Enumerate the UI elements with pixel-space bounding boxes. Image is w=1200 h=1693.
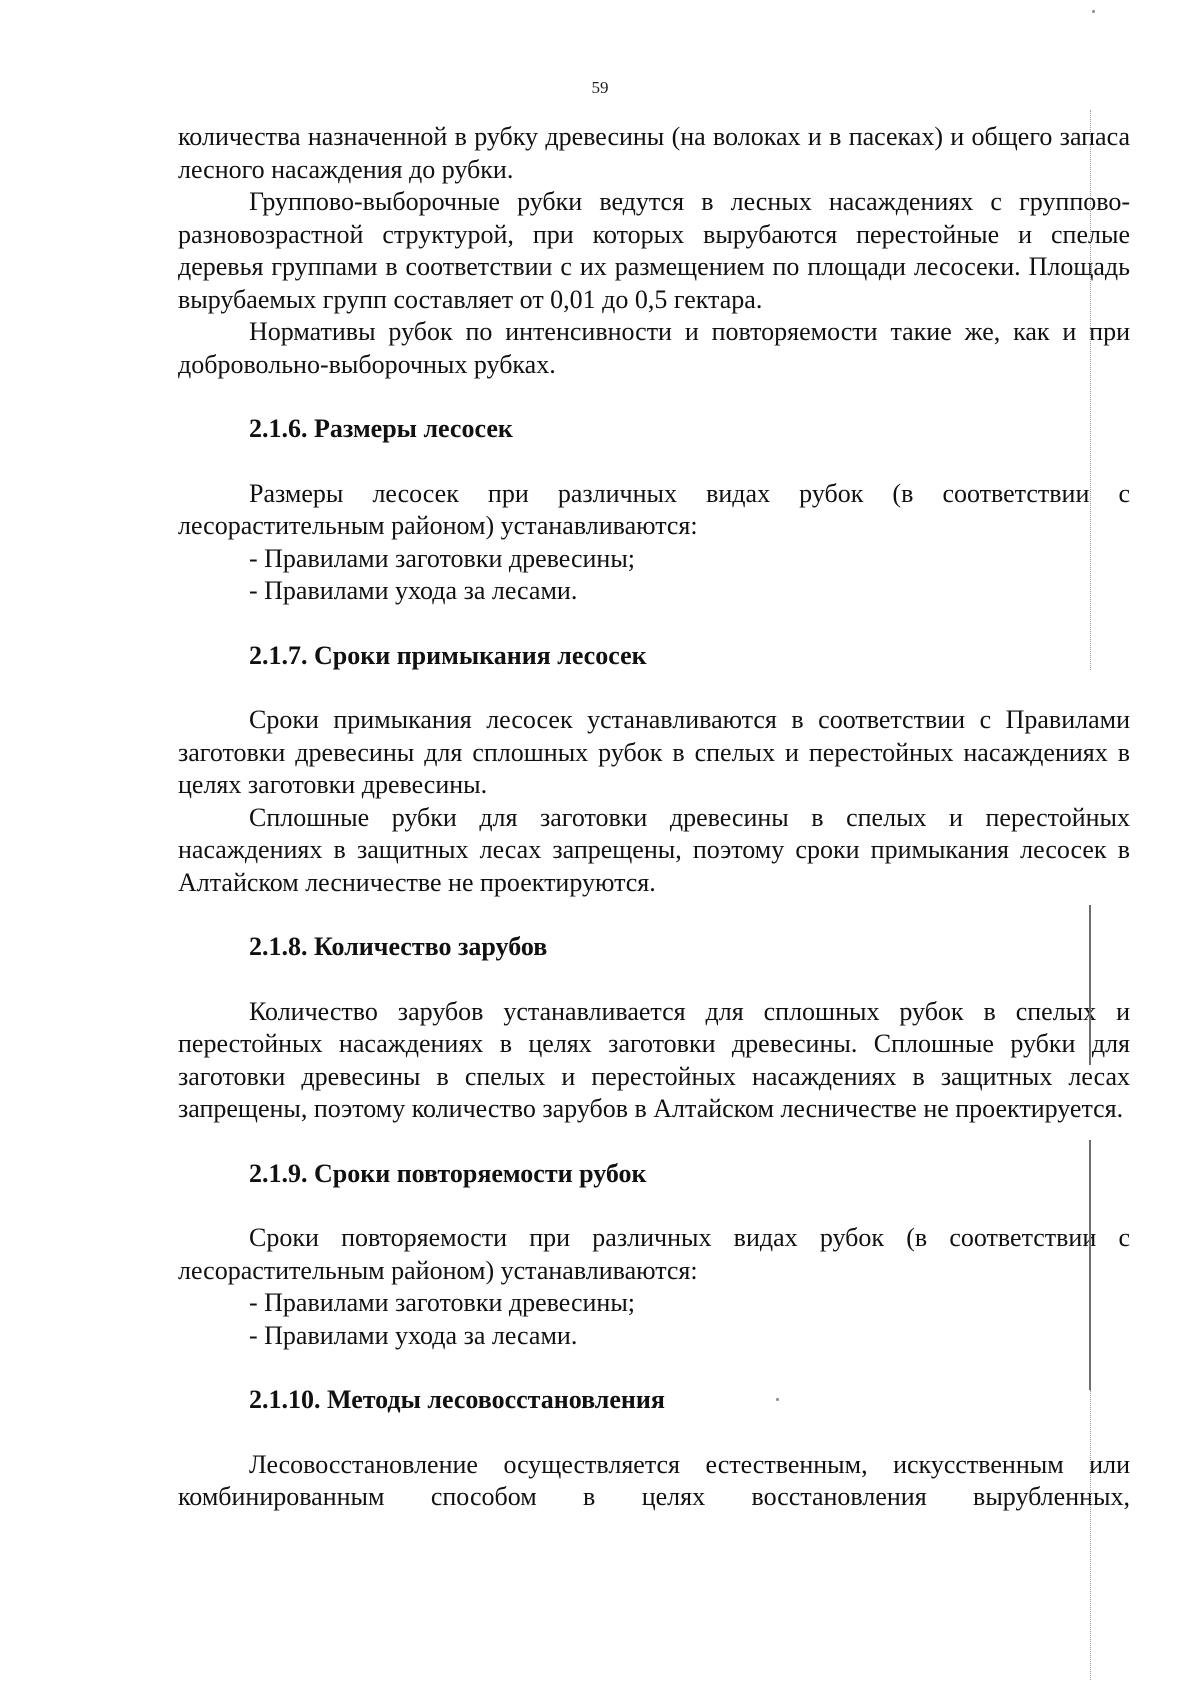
spacer xyxy=(178,381,1130,413)
spacer xyxy=(178,1352,1130,1384)
scan-artifact-line xyxy=(1089,905,1092,1065)
document-body xyxy=(178,121,1130,1514)
spacer xyxy=(178,1417,1130,1449)
section-heading: 2.1.9. Сроки повторяемости рубок xyxy=(249,1158,647,1188)
paragraph: Сроки повторяемости при различных видах рубок (в соответствии с лесорастительным районом) устанавливаются: xyxy=(178,1223,1130,1285)
section-heading: 2.1.6. Размеры лесосек xyxy=(249,414,513,443)
list-item: - Правилами ухода за лесами. xyxy=(249,1320,578,1350)
section-heading: 2.1.8. Количество зарубов xyxy=(249,932,548,961)
paragraph: Группово-выборочные рубки ведутся в лесных насаждениях с группово-разновозрастной структурой, при которых вырубаются перестойные и спелые деревья группами в соответствии с их размещением по площади лесосеки. Площадь вырубаемых групп составляет от 0,01 до 0,5 гектара. xyxy=(178,187,1130,314)
scan-artifact-line xyxy=(1089,1140,1092,1390)
list-item: - Правилами ухода за лесами. xyxy=(249,576,578,605)
paragraph: Сроки примыкания лесосек устанавливаются в соответствии с Правилами заготовки древесины для сплошных рубок в спелых и перестойных насаждениях в целях заготовки древесины. xyxy=(178,705,1130,799)
list-item: - Правилами заготовки древесины; xyxy=(249,543,636,573)
spacer xyxy=(178,1126,1130,1158)
spacer xyxy=(178,964,1130,996)
list-item: - Правилами заготовки древесины; xyxy=(249,1288,636,1317)
paragraph: Нормативы рубок по интенсивности и повторяемости такие же, как и при добровольно-выборочных рубках. xyxy=(178,317,1130,379)
paragraph: Количество зарубов устанавливается для сплошных рубок в спелых и перестойных насаждениях в целях заготовки древесины. Сплошные рубки для заготовки древесины в спелых и перестойных насаждениях в защитных лесах запрещены, поэтому количество зарубов в Алтайском лесничестве не проектируется. xyxy=(178,996,1130,1123)
spacer xyxy=(178,608,1130,640)
section-heading: 2.1.10. Методы лесовосстановления xyxy=(249,1385,665,1414)
spacer xyxy=(178,446,1130,478)
spacer xyxy=(178,1190,1130,1222)
scan-artifact-line xyxy=(1090,1390,1092,1680)
spacer xyxy=(178,899,1130,931)
scan-speck xyxy=(776,1398,779,1401)
paragraph: Сплошные рубки для заготовки древесины в спелых и перестойных насаждениях в защитных лесах запрещены, поэтому сроки примыкания лесосек в Алтайском лесничестве не проектируются. xyxy=(178,802,1130,897)
paragraph: Лесовосстановление осуществляется естественным, искусственным или комбинированным способом в целях восстановления вырубленных, xyxy=(178,1449,1130,1511)
paragraph: Размеры лесосек при различных видах рубок (в соответствии с лесорастительным районом) устанавливаются: xyxy=(178,478,1130,540)
page-number: 59 xyxy=(591,78,609,97)
scan-speck xyxy=(1092,10,1095,13)
paragraph: количества назначенной в рубку древесины (на волоках и в пасеках) и общего запаса лесного насаждения до рубки. xyxy=(178,122,1130,184)
spacer xyxy=(178,672,1130,704)
section-heading: 2.1.7. Сроки примыкания лесосек xyxy=(249,640,647,670)
scan-artifact-line xyxy=(1090,110,1092,670)
